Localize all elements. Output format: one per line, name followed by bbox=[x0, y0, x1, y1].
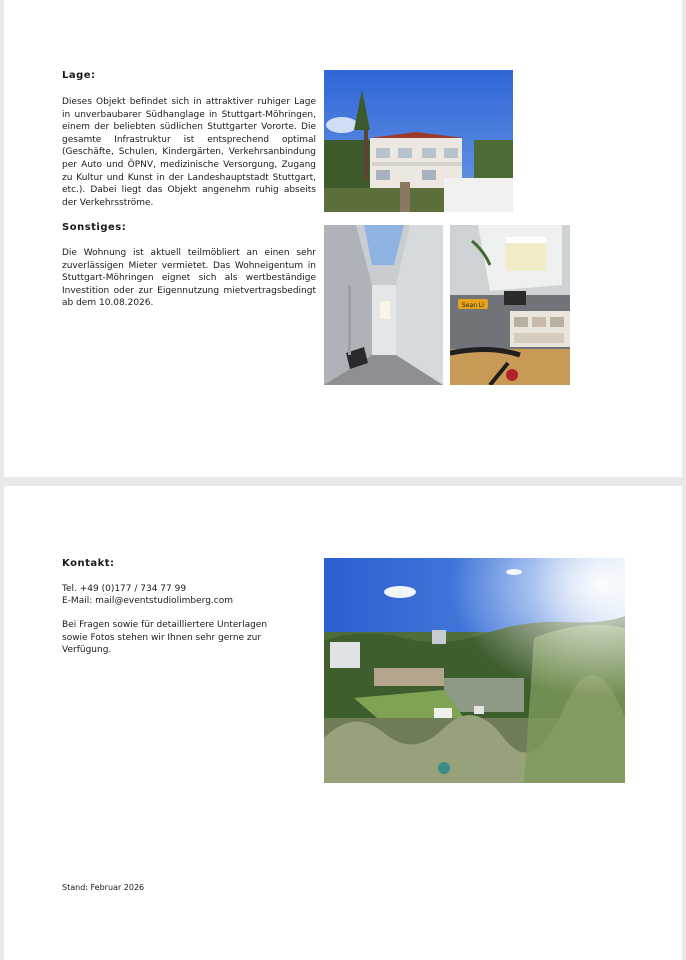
kontakt-phone: Tel. +49 (0)177 / 734 77 99 bbox=[62, 584, 187, 594]
kontakt-note: Bei Fragen sowie für detailliertere Unterlagen sowie Fotos stehen wir Ihnen sehr gerne zur Verfügung. bbox=[62, 620, 268, 656]
kontakt-heading: Kontakt: bbox=[62, 558, 115, 569]
kontakt-email: E-Mail: mail@eventstudiolimberg.com bbox=[62, 596, 234, 606]
sonstiges-heading: Sonstiges: bbox=[62, 222, 127, 233]
hallway-photo bbox=[324, 225, 443, 385]
room-sign-text: Sean Li bbox=[462, 302, 484, 309]
house-exterior-photo bbox=[324, 70, 513, 212]
document-page-2 bbox=[4, 486, 682, 960]
sonstiges-text: Die Wohnung ist aktuell teilmöbliert an einen sehr zuverlässigen Mieter vermietet. Das Wohneigentum in Stuttgart-Möhringen eignet sich als wertbeständige Investition oder zur Eigennutzung mietvertragsbedingt ab dem 10.08.2026. bbox=[62, 248, 316, 309]
room-photo bbox=[450, 225, 570, 385]
document-page-1 bbox=[4, 0, 682, 477]
panoramic-view-photo bbox=[324, 558, 625, 783]
lage-heading: Lage: bbox=[62, 70, 96, 81]
footer-date: Stand: Februar 2026 bbox=[62, 883, 145, 892]
lage-text: Dieses Objekt befindet sich in attraktiver ruhiger Lage in unverbaubarer Südhanglage in Stuttgart-Möhringen, einem der beliebten südlichen Stuttgarter Vororte. Die gesamte Infrastruktur ist entsprechend optimal (Geschäfte, Schulen, Kindergärten, Verkehrsanbindung per Auto und ÖPNV, medizinische Versorgung, Zugang zu Kultur und Kunst in der Landeshauptstadt Stuttgart, etc.). Dabei liegt das Objekt angenehm ruhig abseits der Verkehrsströme. bbox=[62, 97, 316, 208]
